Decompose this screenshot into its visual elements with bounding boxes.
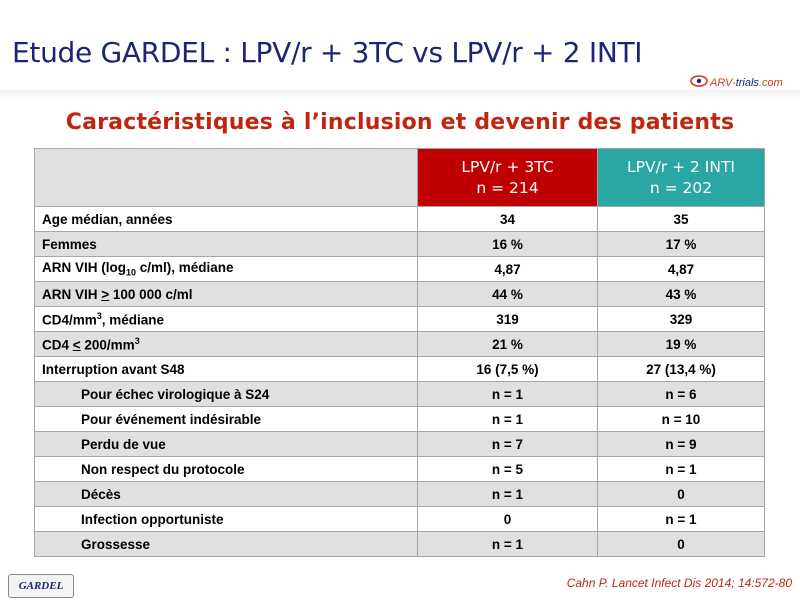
row-label: Perdu de vue	[35, 432, 418, 457]
cell-2inti: n = 1	[598, 507, 765, 532]
row-label: Non respect du protocole	[35, 457, 418, 482]
cell-3tc: 16 %	[418, 232, 598, 257]
column-header-3tc: LPV/r + 3TC n = 214	[418, 149, 598, 207]
cell-2inti: n = 10	[598, 407, 765, 432]
row-label: Pour événement indésirable	[35, 407, 418, 432]
row-label: Décès	[35, 482, 418, 507]
table-header-row	[35, 149, 765, 207]
cell-3tc: n = 7	[418, 432, 598, 457]
column-header-2inti: LPV/r + 2 INTI n = 202	[598, 149, 765, 207]
cell-3tc: 0	[418, 507, 598, 532]
table-row	[35, 482, 765, 507]
row-label: Infection opportuniste	[35, 507, 418, 532]
table-row	[35, 457, 765, 482]
citation: Cahn P. Lancet Infect Dis 2014; 14:572-80	[566, 576, 792, 590]
cell-2inti: 4,87	[598, 257, 765, 282]
cell-2inti: 329	[598, 307, 765, 332]
table-row	[35, 282, 765, 307]
row-label: Grossesse	[35, 532, 418, 557]
title-divider	[0, 90, 800, 100]
cell-2inti: 35	[598, 207, 765, 232]
table-row	[35, 532, 765, 557]
slide-subtitle: Caractéristiques à l’inclusion et devenir des patients	[65, 110, 735, 135]
row-label: $CD4 < 200/mm^3$	[35, 332, 418, 357]
table-row	[35, 432, 765, 457]
cell-2inti: 43 %	[598, 282, 765, 307]
row-label: Pour échec virologique à S24	[35, 382, 418, 407]
cell-2inti: n = 9	[598, 432, 765, 457]
table-row	[35, 382, 765, 407]
header-blank-cell	[35, 149, 418, 207]
cell-3tc: 4,87	[418, 257, 598, 282]
table-row	[35, 332, 765, 357]
row-label: ARN VIH > 100 000 c/ml	[35, 282, 418, 307]
row-label: Femmes	[35, 232, 418, 257]
table-row	[35, 357, 765, 382]
cell-3tc: 21 %	[418, 332, 598, 357]
table-row	[35, 307, 765, 332]
slide-title: Etude GARDEL : LPV/r + 3TC vs LPV/r + 2 INTI	[12, 36, 643, 69]
cell-2inti: 0	[598, 532, 765, 557]
cell-2inti: n = 6	[598, 382, 765, 407]
table-row	[35, 407, 765, 432]
study-badge: GARDEL	[8, 574, 74, 598]
cell-3tc: n = 1	[418, 482, 598, 507]
cell-3tc: 16 (7,5 %)	[418, 357, 598, 382]
row-label: ARN VIH ($\log_{10}$ c/ml), médiane	[35, 257, 418, 282]
cell-2inti: 27 (13,4 %)	[598, 357, 765, 382]
cell-2inti: 0	[598, 482, 765, 507]
cell-3tc: n = 5	[418, 457, 598, 482]
row-label: $CD4/mm^3$, médiane	[35, 307, 418, 332]
cell-3tc: n = 1	[418, 382, 598, 407]
table-row	[35, 507, 765, 532]
cell-2inti: 19 %	[598, 332, 765, 357]
table-row	[35, 257, 765, 282]
table-row	[35, 207, 765, 232]
cell-2inti: 17 %	[598, 232, 765, 257]
cell-3tc: n = 1	[418, 407, 598, 432]
arv-trials-logo	[690, 70, 800, 96]
logo-swirl-icon	[690, 74, 708, 88]
table-row	[35, 232, 765, 257]
cell-3tc: 319	[418, 307, 598, 332]
row-label: Age médian, années	[35, 207, 418, 232]
cell-3tc: 44 %	[418, 282, 598, 307]
cell-3tc: 34	[418, 207, 598, 232]
cell-2inti: n = 1	[598, 457, 765, 482]
cell-3tc: n = 1	[418, 532, 598, 557]
row-label: Interruption avant S48	[35, 357, 418, 382]
logo-text: ARV-trials.com	[710, 77, 783, 89]
characteristics-table	[34, 148, 765, 557]
